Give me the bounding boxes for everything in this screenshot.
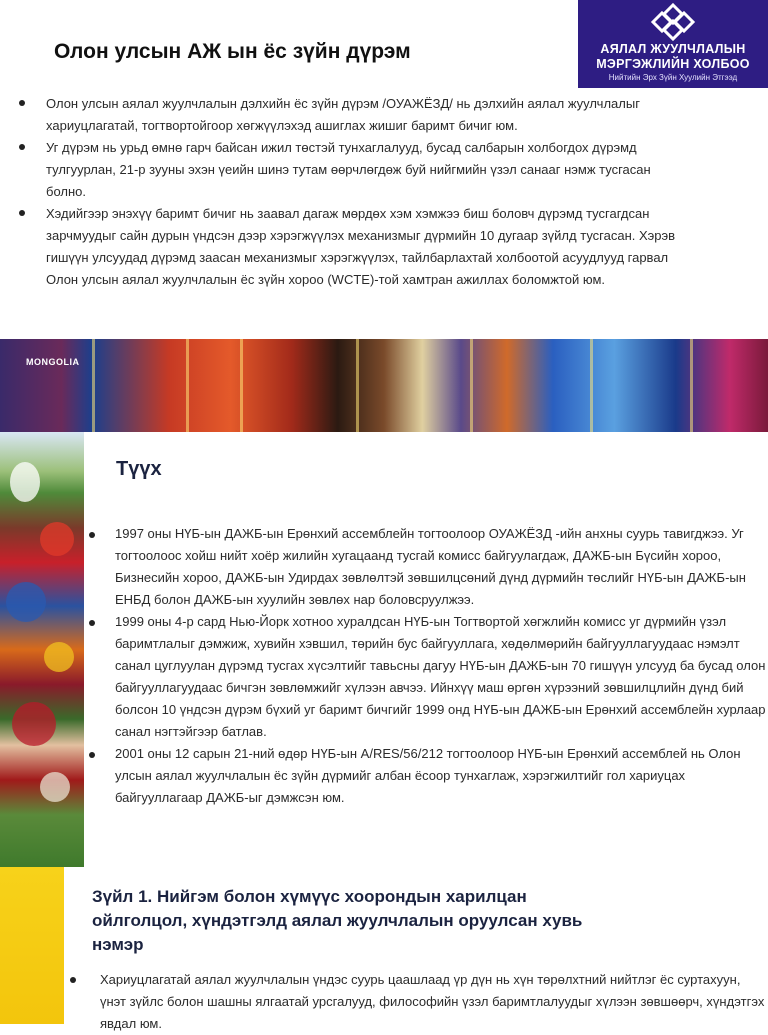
page-title: Олон улсын АЖ ын ёс зүйн дүрэм [54,40,411,63]
bullet-icon [19,144,25,150]
bullet-icon [70,977,76,983]
logo-line-2: МЭРГЭЖЛИЙН ХОЛБОО [596,57,750,71]
history-heading: Түүх [116,458,162,480]
bullet-icon [89,620,95,626]
organization-logo [578,0,768,88]
intro-list [16,93,686,291]
bullet-icon [19,210,25,216]
history-list [84,523,768,809]
list-item [64,969,768,1035]
logo-tagline: Нийтийн Эрх Зүйн Хуулийн Этгээд [608,73,738,82]
history-item-text: 2001 оны 12 сарын 21-ний өдөр НҮБ-ын A/RES/56/212 тогтоолоор НҮБ-ын Ерөнхий ассемблей нь Олон улсын аялал жуулчлалын ёс зүйн дүрмийг албан ёсоор тунхаглаж, хэрэгжилтийг гол хариуцах байгууллагаар ДАЖБ-ыг дэмжсэн юм. [115,746,741,805]
bullet-icon [89,532,95,538]
banner-label: MONGOLIA [26,357,80,367]
bullet-icon [89,752,95,758]
endless-knot-icon [649,2,697,42]
intro-item-text: Хэдийгээр энэхүү баримт бичиг нь заавал дагаж мөрдөх хэм хэмжээ биш боловч дүрэмд тусгагдсан зарчмуудыг сайн дурын үндсэн дээр хэрэгжүүлэх механизмыг дүрмийн 10 дугаар зүйлд тусгасан. Хэрэв гишүүн улсуудад дүрэмд заасан механизмыг хэрэгжүүлэх, тайлбарлахтай холбоотой асуудлууд гарвал Олон улсын аялал жуулчлалын ёс зүйн хороо (WCTE)-той хамтран ажиллах боломжтой юм. [46,206,676,287]
intro-item-text: Олон улсын аялал жуулчлалын дэлхийн ёс зүйн дүрэм /ОУАЖЁЗД/ нь дэлхийн аялал жуулчлалыг хариуцлагатай, тогтвортойгоор хөгжүүлэхэд ашиглах жишиг баримт бичиг юм. [46,96,640,133]
history-item-text: 1999 оны 4-р сард Нью-Йорк хотноо хуралдсан НҮБ-ын Тогтвортой хөгжлийн комисс уг дүрмийн үзэл баримтлалыг дэмжиж, хувийн хэвшил, төрийн бус байгууллага, хөдөлмөрийн байгууллагуудаас нэмэлт санал цуглуулан дүрэмд тусгах хүсэлтийг тавьсны дагуу НҮБ-ын ДАЖБ-ын 70 гишүүн улсууд ба бусад олон байгууллагуудаас бичгэн зөвлөмжийг хүлээн авчээ. Ийнхүү маш өргөн хүрээний зөвшилцлийн дүнд бий болсон 10 үндсэн дүрэм бүхий уг баримт бичгийг 1999 онд НҮБ-ын ДАЖБ-ын Ерөнхий ассемблейн хурлаар санал нэгтэйгээр батлав. [115,614,766,739]
list-item [16,93,686,137]
list-item [84,743,768,809]
article-1-list [64,969,768,1035]
festival-photo [0,432,84,867]
list-item [16,137,686,203]
yellow-accent-bar [0,867,64,1024]
logo-line-1: АЯЛАЛ ЖУУЛЧЛАЛЫН [600,42,746,56]
article-item-text: Хариуцлагатай аялал жуулчлалын үндэс суурь цаашлаад үр дүн нь хүн төрөлхтний нийтлэг ёс суртахуун, үнэт зүйлс болон шашны ялгаатай урсгалууд, философийн үзэл баримтлалуудыг хүлээн зөвшөөрч, хүндэтгэх явдал юм. [100,972,765,1031]
bullet-icon [19,100,25,106]
list-item [84,611,768,743]
list-item [84,523,768,611]
history-item-text: 1997 оны НҮБ-ын ДАЖБ-ын Ерөнхий ассемблейн тогтоолоор ОУАЖЁЗД -ийн анхны суурь тавигджээ. Уг тогтоолоос хойш нийт хоёр жилийн хугацаанд тусгай комисс байгуулагдаж, ДАЖБ-ын Бүсийн хороо, Бизнесийн хороо, ДАЖБ-ын Удирдах зөвлөлтэй зөвшилцсөний дүнд дүрмийн төслийг НҮБ-ын ДАЖБ-ын ЕНБД болон ДАЖБ-ын хуулийн зөвлөх нар боловсруулжээ. [115,526,746,607]
textile-banner-image [0,339,768,432]
article-1-title: Зүйл 1. Нийгэм болон хүмүүс хоорондын харилцан ойлголцол, хүндэтгэлд аялал жуулчлалын оруулсан хувь нэмэр [92,887,583,954]
list-item [16,203,686,291]
intro-item-text: Уг дүрэм нь урьд өмнө гарч байсан ижил төстэй тунхаглалууд, бусад салбарын холбогдох дүрэмд тулгуурлан, 21-р зууны эхэн үеийн шинэ тутам өөрчлөгдөж буй нийгмийн үзэл санааг нэмж тусгасан болно. [46,140,651,199]
